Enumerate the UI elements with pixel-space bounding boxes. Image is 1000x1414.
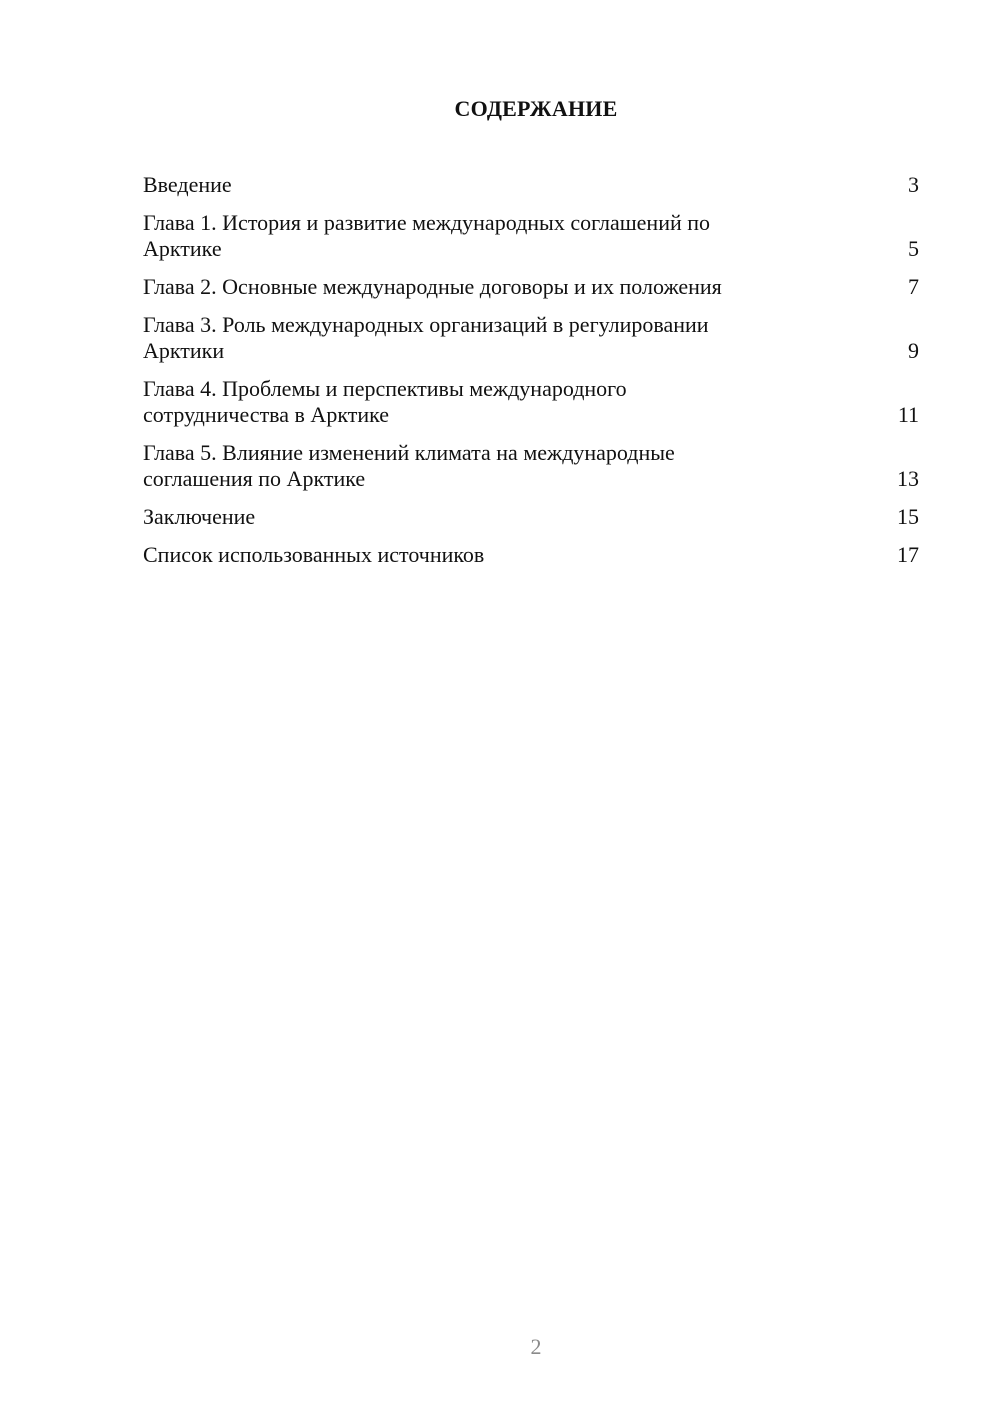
toc-entry-chapter-3[interactable] (143, 312, 919, 364)
toc-entry-title: Глава 1. История и развитие международных соглашений по Арктике (143, 210, 711, 261)
toc-entry-page: 13 (897, 466, 919, 491)
toc-entry-introduction[interactable] (143, 172, 919, 198)
toc-entry-chapter-4[interactable] (143, 376, 919, 428)
toc-entry-page: 3 (908, 172, 919, 197)
toc-entry-chapter-5[interactable] (143, 440, 919, 492)
page-title: СОДЕРЖАНИЕ (454, 96, 618, 121)
toc-entry-title: Список использованных источников (143, 542, 485, 567)
toc-entry-title: Введение (143, 172, 232, 197)
toc-entry-conclusion[interactable] (143, 504, 919, 530)
table-of-contents (143, 172, 919, 580)
page-number: 2 (530, 1334, 542, 1359)
toc-entry-title: Заключение (143, 504, 256, 529)
toc-entry-chapter-1[interactable] (143, 210, 919, 262)
toc-entry-page: 15 (897, 504, 919, 529)
toc-entry-title: Глава 3. Роль международных организаций в регулировании Арктики (143, 312, 709, 363)
toc-entry-title: Глава 2. Основные международные договоры и их положения (143, 274, 722, 299)
toc-entry-page: 11 (897, 402, 919, 427)
toc-entry-title: Глава 5. Влияние изменений климата на международные соглашения по Арктике (143, 440, 675, 491)
toc-entry-page: 9 (908, 338, 919, 363)
toc-entry-page: 5 (908, 236, 919, 261)
toc-entry-chapter-2[interactable] (143, 274, 919, 300)
toc-entry-page: 17 (897, 542, 919, 567)
toc-entry-references[interactable] (143, 542, 919, 568)
toc-entry-page: 7 (908, 274, 919, 299)
toc-entry-title: Глава 4. Проблемы и перспективы международного сотрудничества в Арктике (143, 376, 627, 427)
